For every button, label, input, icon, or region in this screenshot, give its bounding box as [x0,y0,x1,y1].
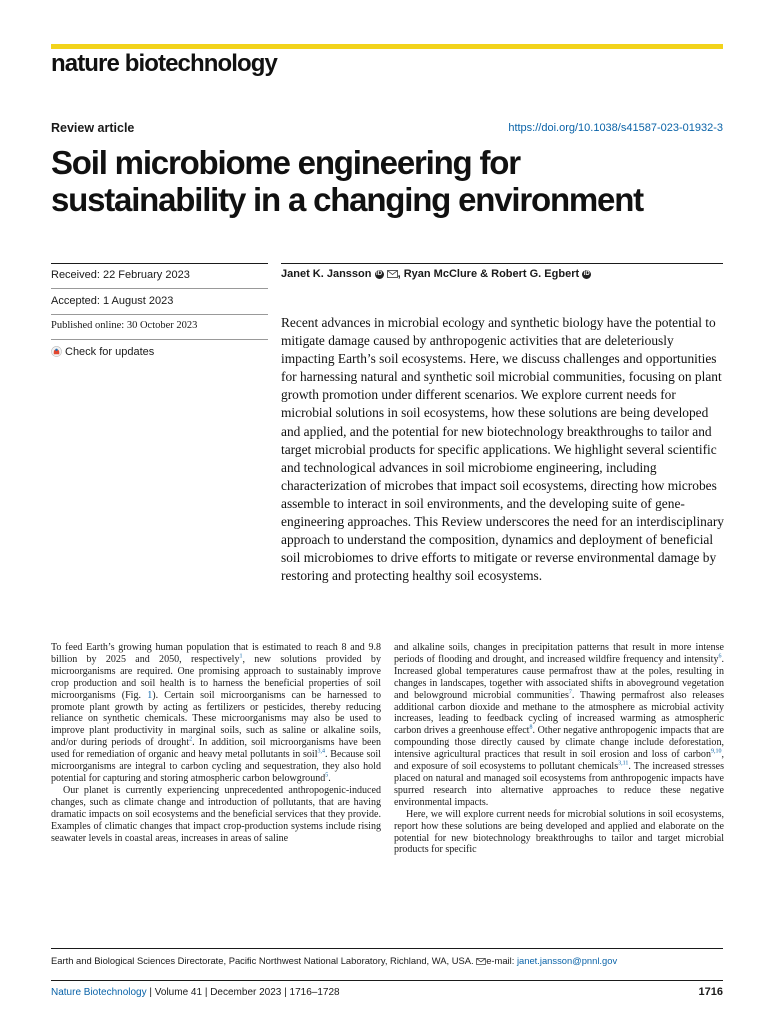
body-column-1 [51,642,381,844]
citation[interactable]: 8 [529,725,533,731]
received-date: Received: 22 February 2023 [51,269,190,281]
authors-top-rule [281,263,723,264]
meta-top-rule [51,263,268,264]
footer-volume: Volume 41 [154,987,203,998]
paragraph: To feed Earth’s growing human population that is estimated to reach 8 and 9.8 billion by 2025 and 2050, respectively$^1$, new solutions provided by microorganisms are required. One promising approach to sustainably improve crop production and soil health is to harness the beneficial properties of soil microorganisms (Fig. 1). Certain soil microorganisms can be harnessed to promote plant growth by acting as fertilizers or pesticides, thereby reducing reliance on synthetic chemicals. These microorganisms may also be used to improve plant productivity in marginal soils, such as saline or alkaline soils, and/or during periods of drought$^2$. In addition, soil microorganisms have been used for remediation of organic and heavy metal pollutants in soil$^{3,4}$. Because soil microorganisms are integral to carbon cycling and sequestration, they also hold potential for capturing and storing atmospheric carbon belowground$^5$. [51,642,381,784]
citation[interactable]: 5 [325,772,329,779]
author-list [281,268,591,280]
email-link[interactable]: janet.jansson@pnnl.gov [516,955,618,966]
published-date: Published online: 30 October 2023 [51,320,198,331]
orcid-icon[interactable]: iD [583,270,590,277]
doi-link[interactable]: https://doi.org/10.1038/s41587-023-01932-3 [508,122,723,134]
title-line-1: Soil microbiome engineering for [51,144,520,181]
footer-citation: Nature Biotechnology | Volume 41 | December 2023 | 1716–1728 [51,987,340,998]
meta-rule-2 [51,314,268,315]
footer-rule [51,980,723,981]
meta-rule-3 [51,339,268,340]
affiliation [51,955,617,966]
citation[interactable]: 1 [239,653,243,660]
email-label: e-mail: [486,955,517,966]
author-1[interactable]: Janet K. Jansson [281,268,372,280]
title-line-2: sustainability in a changing environment [51,181,643,218]
abstract: Recent advances in microbial ecology and synthetic biology have the potential to mitigate damage caused by anthropogenic activities that are deleteriously impacting Earth’s soil ecosystems. Here, we discuss challenges and opportunities for harnessing natural and synthetic soil microbial communities, focusing on plant growth promotion under different scenarios. We explore current needs for microbial solutions in soil ecosystems, how these solutions are being developed and applied, and the potential for new biotechnology breakthroughs to tailor and target microbial products for specific applications. We highlight several scientific and technological advances in soil microbiome engineering, including characterization of microbes that impact soil ecosystems, directing how microbes assemble to interact in soil environments, and the developing suite of gene-engineering approaches. This Review underscores the need for an interdisciplinary approach to understand the composition, dynamics and deployment of beneficial soil microbiomes to drive efforts to mitigate or reverse environmental damage by restoring and protecting healthy soil ecosystems. [281,315,724,584]
check-updates-label: Check for updates [65,346,155,358]
paragraph: Here, we will explore current needs for microbial solutions in soil ecosystems, report how these solutions are being developed and applied and elaborate on the potential for new biotechnology breakthroughs to tailor and target microbial products for specific [394,808,724,856]
authors-rest[interactable]: , Ryan McClure & Robert G. Egbert [397,268,580,280]
affiliation-text: Earth and Biological Sciences Directorate, Pacific Northwest National Laboratory, Richland, WA, USA. [51,955,474,966]
citation[interactable]: 3,11 [618,760,629,767]
paragraph: and alkaline soils, changes in precipitation patterns that result in more intense periods of flooding and drought, and increased wildfire frequency and intensity$^6$. Increased global temperatures cause permafrost thaw at the poles, resulting in changes in landscapes, together with associated shifts in aboveground vegetation and belowground microbial communities$^7$. Thawing permafrost also releases additional carbon dioxide and methane to the atmosphere as microbial activity increases, leading to feedback cycling of increased warming as atmospheric carbon drives a greenhouse effect$^8$. Other negative anthropogenic impacts that are compounding those directly caused by climate change include deforestation, intensive agricultural practices that result in soil erosion and loss of carbon$^{9,10}$, and exposure of soil ecosystems to pollutant chemicals$^{3,11}$. The increased stresses placed on natural and managed soil ecosystems from anthropogenic impacts have spurred research into alternative approaches to reduce these negative environmental impacts. [394,642,725,808]
journal-name: nature biotechnology [51,50,278,77]
citation[interactable]: 9,10 [710,748,722,755]
article-type: Review article [51,121,135,135]
footer-date: December 2023 [210,987,282,998]
meta-rule-1 [51,288,268,289]
check-updates-button[interactable] [51,346,154,358]
footer-journal[interactable]: Nature Biotechnology [51,987,147,998]
envelope-icon [476,958,486,965]
footer-pages: 1716–1728 [289,987,340,998]
header-accent-bar [51,44,723,49]
orcid-icon[interactable]: iD [376,270,383,277]
envelope-icon[interactable] [387,270,398,278]
article-title [51,144,731,218]
citation[interactable]: 6 [718,653,722,660]
body-column-2 [394,642,724,856]
affiliation-rule [51,948,723,949]
figure-ref[interactable]: 1 [147,689,153,701]
paragraph: Our planet is currently experiencing unprecedented anthropogenic-induced changes, such as climate change and introduction of pollutants, that are having dramatic impacts on soil ecosystems and the beneficial services that they provide. Examples of climatic changes that impact crop-production systems include rising seawater levels in coastal areas, increases in areas of saline [51,784,381,844]
citation[interactable]: 2 [189,736,193,743]
accepted-date: Accepted: 1 August 2023 [51,295,174,307]
check-updates-icon [51,346,62,357]
citation[interactable]: 7 [568,689,572,696]
page-number: 1716 [698,986,723,998]
citation[interactable]: 3,4 [317,748,326,755]
